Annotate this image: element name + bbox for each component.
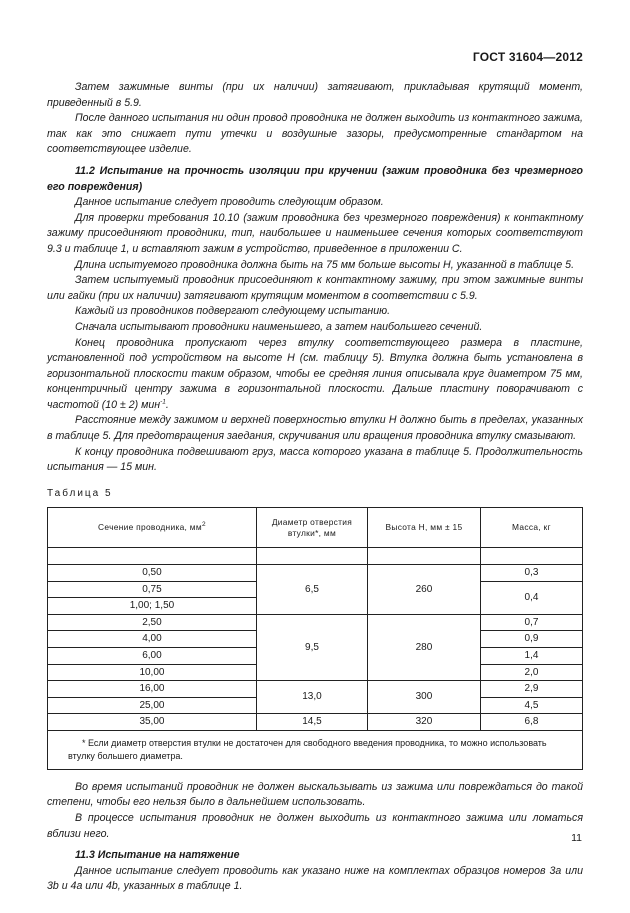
table-row bbox=[48, 564, 583, 581]
section-heading-11-3: 11.3 Испытание на натяжение bbox=[75, 849, 240, 862]
paragraph: Данное испытание следует проводить следующим образом. bbox=[75, 196, 384, 209]
paragraph: После данного испытания ни один провод проводника не должен выходить из контактного зажима, так как это снижает пути утечки и воздушные зазоры, предусмотренные стандартом на соответствующее изделие. bbox=[47, 112, 583, 156]
frequency-superscript: -1 bbox=[160, 398, 166, 406]
cell-section: 2,50 bbox=[48, 614, 257, 631]
cell-section: 16,00 bbox=[48, 681, 257, 698]
paragraph: В процессе испытания проводник не должен выходить из контактного зажима или ломаться вблизи него. bbox=[47, 812, 583, 840]
cell-section: 10,00 bbox=[48, 664, 257, 681]
table-footnote-row bbox=[48, 730, 583, 769]
cell-mass: 2,0 bbox=[480, 664, 582, 681]
table-row bbox=[48, 681, 583, 698]
paragraph: Расстояние между зажимом и верхней поверхностью втулки Н должно быть в пределах, указанных в таблице 5. Для предотвращения заедания, скручивания или вращения проводника втулку смазывают. bbox=[47, 414, 583, 443]
cell-mass: 2,9 bbox=[480, 681, 582, 698]
paragraph: Данное испытание следует проводить как указано ниже на комплектах образцов номеров 3a или 3b и 4a или 4b, указанных в таблице 1. bbox=[47, 864, 583, 893]
cell-section: 25,00 bbox=[48, 697, 257, 714]
cell-section: 6,00 bbox=[48, 647, 257, 664]
page-number: 11 bbox=[571, 832, 582, 844]
standard-number: ГОСТ 31604—2012 bbox=[472, 50, 583, 64]
table-row bbox=[48, 714, 583, 731]
cell-section: 1,00; 1,50 bbox=[48, 598, 257, 615]
paragraph: Во время испытаний проводник не должен выскальзывать из зажима или повреждаться до такой степени, чтобы его нельзя было в дальнейшем использовать. bbox=[47, 780, 583, 809]
table-header-row bbox=[48, 508, 583, 548]
cell-height: 280 bbox=[368, 614, 481, 680]
cell-mass: 1,4 bbox=[480, 647, 582, 664]
page-body bbox=[47, 80, 583, 895]
table-spacer-row bbox=[48, 548, 583, 565]
cell-mass: 6,8 bbox=[480, 714, 582, 731]
cell-height: 260 bbox=[368, 564, 481, 614]
cell-section: 4,00 bbox=[48, 631, 257, 648]
cell-mass: 0,7 bbox=[480, 614, 582, 631]
cell-diameter: 13,0 bbox=[256, 681, 367, 714]
cell-height: 320 bbox=[368, 714, 481, 731]
paragraph: Каждый из проводников подвергают следующему испытанию. bbox=[75, 305, 391, 318]
paragraph-frequency bbox=[47, 336, 583, 414]
cell-mass: 4,5 bbox=[480, 697, 582, 714]
table-footnote: * Если диаметр отверстия втулки не достаточен для свободного введения проводника, то можно использовать втулку большего диаметра. bbox=[48, 730, 583, 769]
cell-section: 0,50 bbox=[48, 564, 257, 581]
cell-mass: 0,9 bbox=[480, 631, 582, 648]
cell-mass: 0,4 bbox=[480, 581, 582, 614]
cell-diameter: 6,5 bbox=[256, 564, 367, 614]
paragraph: Затем испытуемый проводник присоединяют к контактному зажиму, при этом зажимные винты или гайки (при их наличии) затягивают крутящим моментом в соответствии с 5.9. bbox=[47, 274, 583, 302]
cell-section: 35,00 bbox=[48, 714, 257, 731]
cell-diameter: 14,5 bbox=[256, 714, 367, 731]
table-row bbox=[48, 614, 583, 631]
cell-section: 0,75 bbox=[48, 581, 257, 598]
header-height: Высота Н, мм ± 15 bbox=[368, 508, 481, 548]
paragraph: К концу проводника подвешивают груз, масса которого указана в таблице 5. Продолжительность испытания — 15 мин. bbox=[47, 445, 583, 474]
table-caption: Таблица 5 bbox=[47, 487, 113, 499]
header-section: Сечение проводника, $мм^2$ bbox=[48, 508, 257, 548]
frequency-tail: . bbox=[165, 398, 169, 411]
header-diameter: Диаметр отверстия втулки*, мм bbox=[256, 508, 367, 548]
table-5 bbox=[47, 507, 583, 769]
section-heading-11-2: 11.2 Испытание на прочность изоляции при кручении (зажим проводника без чрезмерного его повреждения) bbox=[47, 164, 583, 193]
frequency-text: Конец проводника пропускают через втулку соответствующего размера в пластине, установленной под устройством на высоте Н (см. таблицу 5). Втулка должна быть установлена в горизонтальной плоскости таким образом, чтобы ее средняя линия описывала круг диаметром 75 мм, концентричный центру зажима в горизонтальной плоскости. Дальше пластину поворачивают с частотой (10 ± 2) мин bbox=[47, 336, 583, 411]
cell-diameter: 9,5 bbox=[256, 614, 367, 680]
cell-mass: 0,3 bbox=[480, 564, 582, 581]
paragraph: Длина испытуемого проводника должна быть на 75 мм больше высоты Н, указанной в таблице 5. bbox=[75, 258, 575, 271]
header-mass: Масса, кг bbox=[480, 508, 582, 548]
paragraph: Для проверки требования 10.10 (зажим проводника без чрезмерного повреждения) к контактному зажиму присоединяют проводники, тип, наибольшее и наименьшее сечения которых соответствуют 9.3 и таблице 1, и вставляют зажим в устройство, приведенное в приложении С. bbox=[47, 211, 583, 255]
paragraph: Затем зажимные винты (при их наличии) затягивают, прикладывая крутящий момент, приведенный в 5.9. bbox=[47, 81, 583, 109]
cell-height: 300 bbox=[368, 681, 481, 714]
paragraph: Сначала испытывают проводники наименьшего, а затем наибольшего сечений. bbox=[75, 320, 483, 333]
